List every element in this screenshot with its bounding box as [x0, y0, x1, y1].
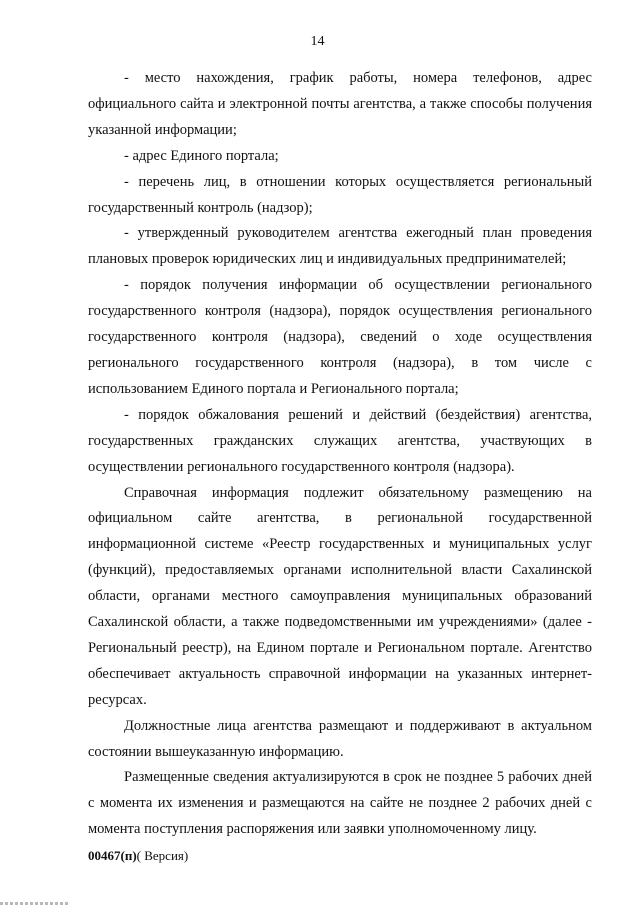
paragraph: - адрес Единого портала; — [124, 147, 279, 164]
document-version: ( Версия) — [136, 848, 189, 863]
paragraph: Должностные лица агентства размещают и поддерживают в актуальном состоянии вышеуказанную информацию. — [88, 717, 592, 760]
paragraph: Размещенные сведения актуализируются в срок не позднее 5 рабочих дней с момента их изменения и размещаются на сайте не позднее 2 рабочих дней с момента поступления распоряжения или заявки уполномоченному лицу. — [88, 769, 592, 838]
body-text — [88, 66, 592, 843]
paragraph: - перечень лиц, в отношении которых осуществляется региональный государственный контроль (надзор); — [88, 173, 592, 216]
document-footer — [88, 848, 188, 864]
page-number: 14 — [310, 34, 325, 49]
paragraph: - порядок получения информации об осуществлении регионального государственного контроля (надзора), порядок осуществления регионального государственного контроля (надзора), сведений о ходе осуществления регионального государственного контроля (надзора), в том числе с использованием Единого портала и Регионального портала; — [88, 277, 592, 397]
paragraph: Справочная информация подлежит обязательному размещению на официальном сайте агентства, в региональной государственной информационной системе «Реестр государственных и муниципальных услуг (функций), предоставляемых органами исполнительной власти Сахалинской области, органами местного самоуправления муниципальных образований Сахалинской области, а также подведомственными им учреждениями» (далее - Региональный реестр), на Едином портале и Региональном портале. Агентство обеспечивает актуальность справочной информации на указанных интернет-ресурсах. — [88, 484, 592, 708]
paragraph: - утвержденный руководителем агентства ежегодный план проведения плановых проверок юридических лиц и индивидуальных предпринимателей; — [88, 225, 592, 268]
document-code: 00467(п) — [88, 848, 137, 863]
paragraph: - порядок обжалования решений и действий (бездействия) агентства, государственных гражданских служащих агентства, участвующих в осуществлении регионального государственного контроля (надзора). — [88, 406, 592, 475]
paragraph: - место нахождения, график работы, номера телефонов, адрес официального сайта и электронной почты агентства, а также способы получения указанной информации; — [88, 70, 592, 138]
